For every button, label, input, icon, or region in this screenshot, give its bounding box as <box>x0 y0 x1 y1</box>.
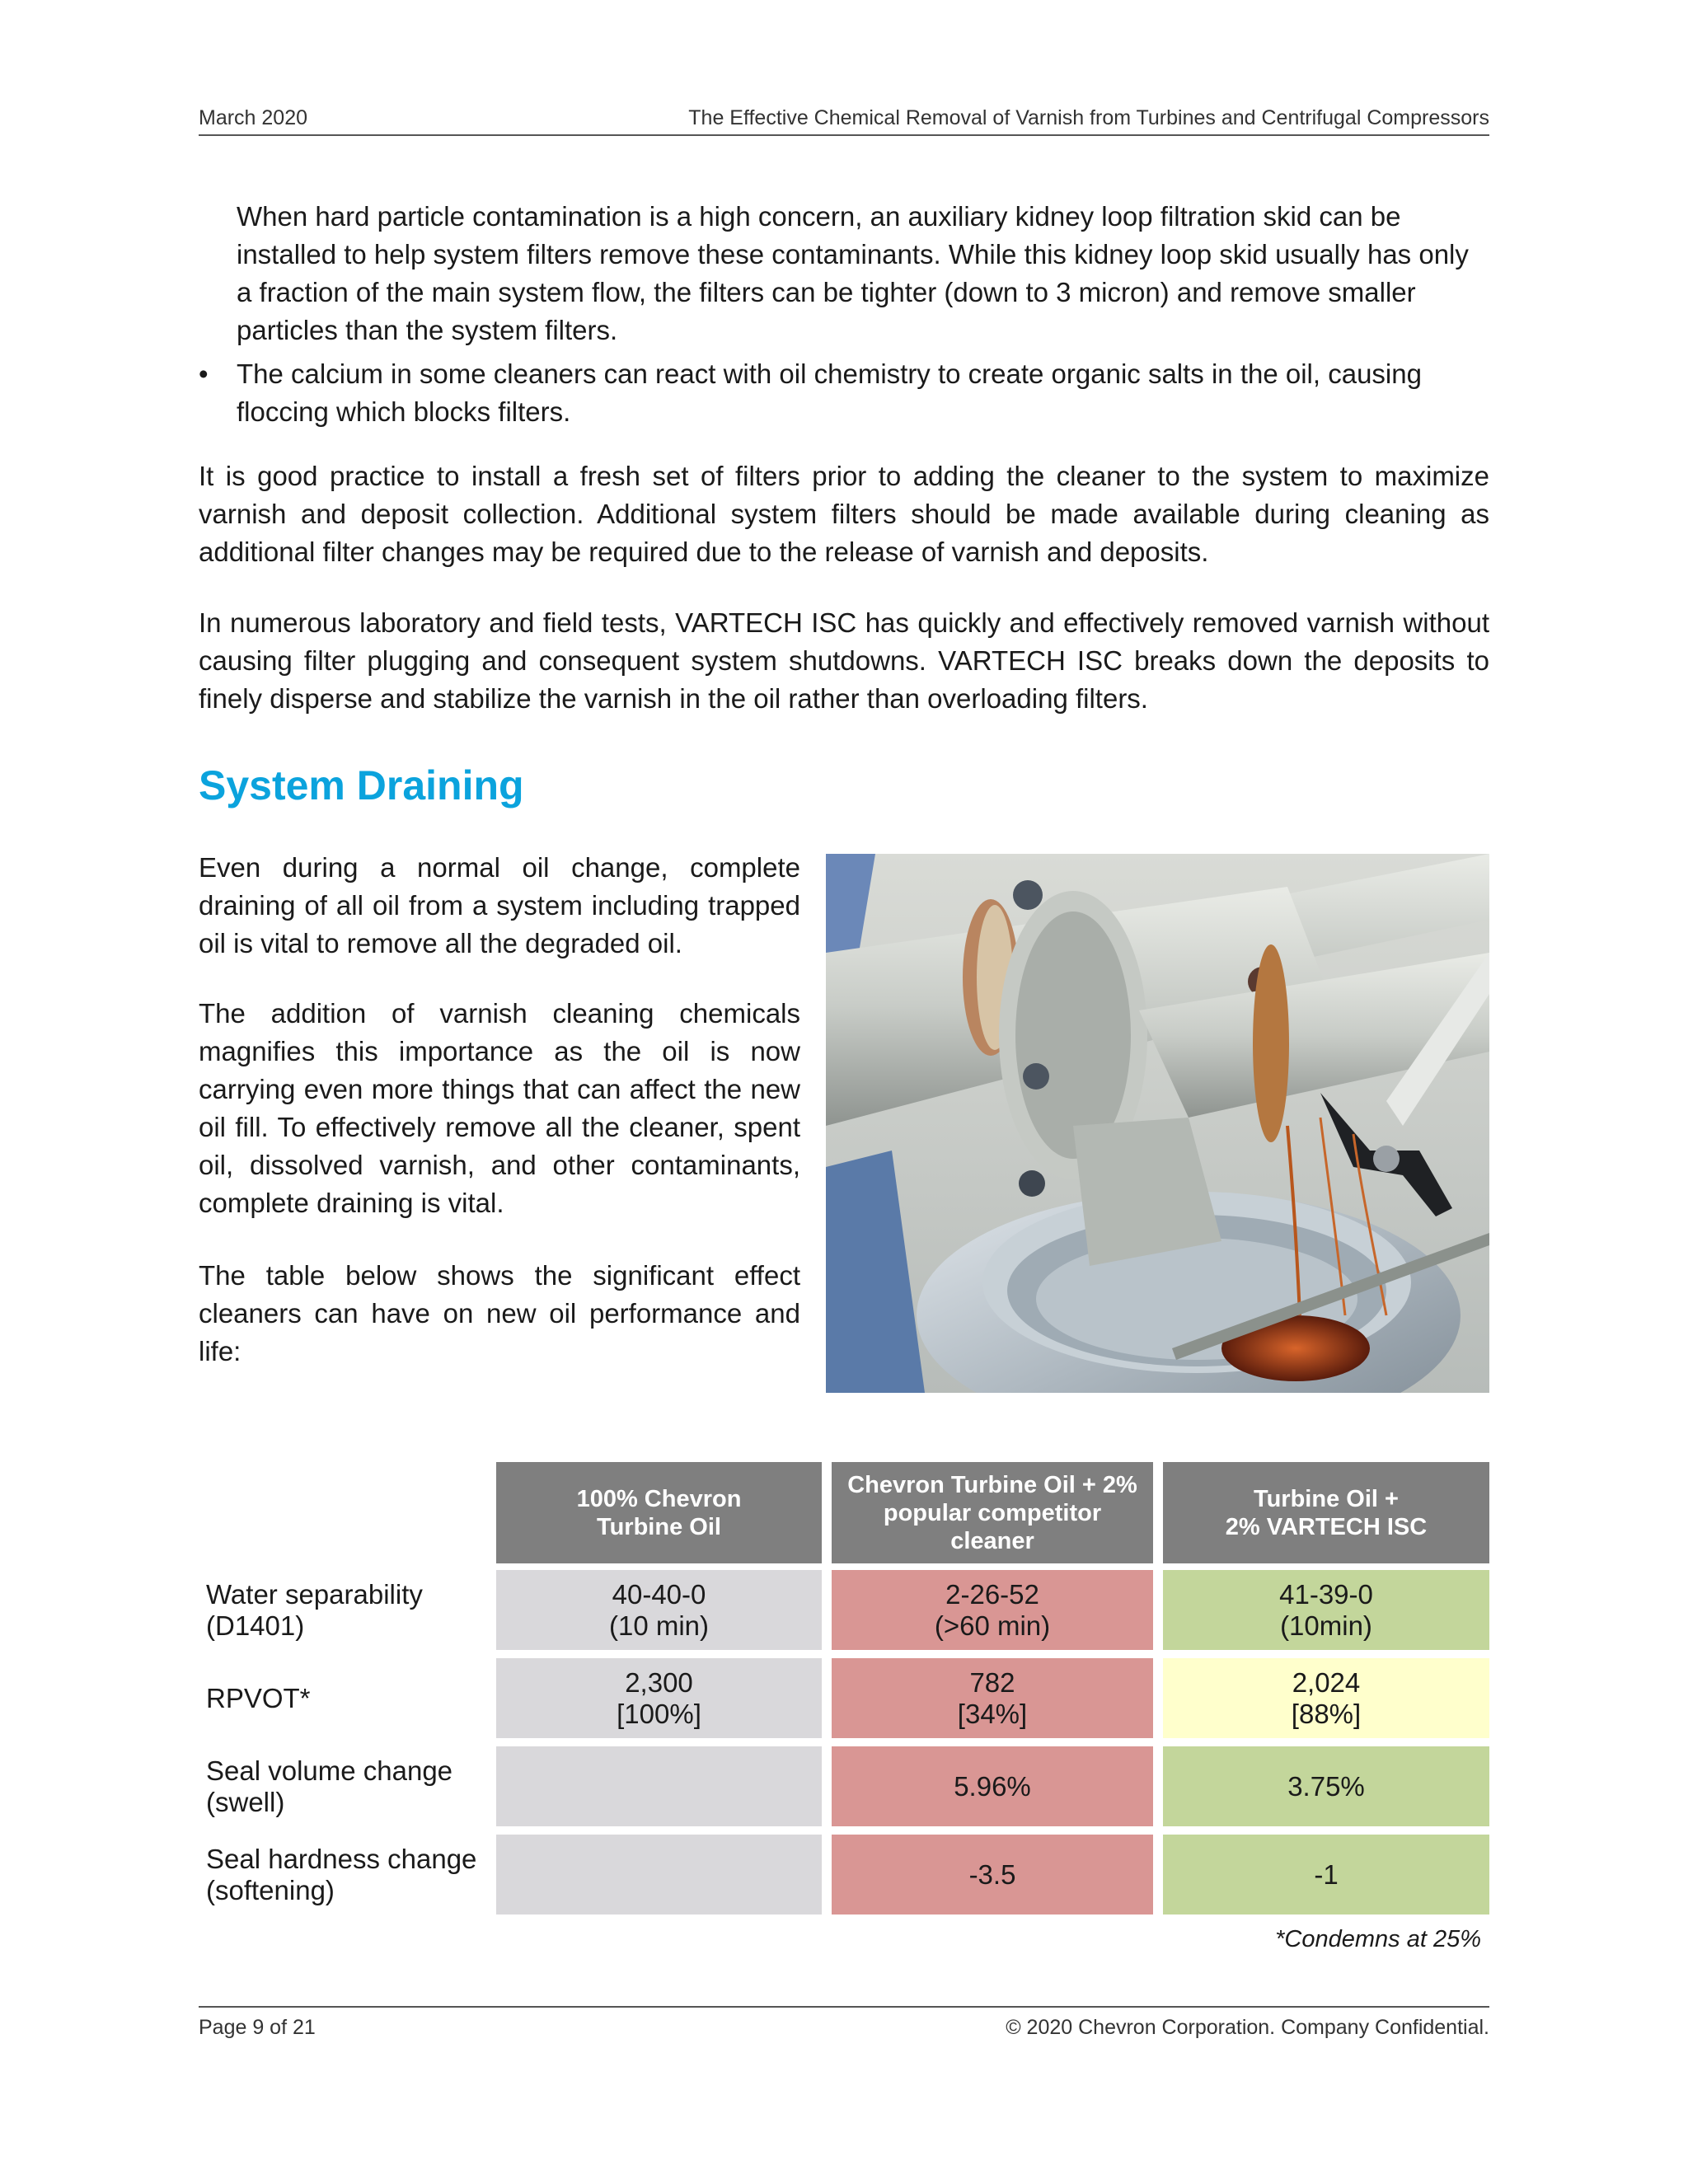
section-paragraph-1: Even during a normal oil change, complete draining of all oil from a system including trapped oil is vital to remove all the degraded oil. <box>199 852 800 958</box>
continuation-paragraph: When hard particle contamination is a high concern, an auxiliary kidney loop filtration skid can be installed to help system filters remove these contaminants. While this kidney loop skid usually has only a fraction of the main system flow, the filters can be tighter (down to 3 micron) and remove smaller particles than the system filters. <box>237 201 1469 345</box>
section-paragraph-3: The table below shows the significant effect cleaners can have on new oil performance and life: <box>199 1260 800 1366</box>
table-cell: -3.5 <box>832 1835 1153 1915</box>
table-cell: -1 <box>1163 1835 1489 1915</box>
footer-divider <box>199 2006 1489 2008</box>
header-document-title: The Effective Chemical Removal of Varnish from Turbines and Centrifugal Compressors <box>688 106 1489 129</box>
bullet-item <box>199 355 1489 431</box>
table-header-vartech: Turbine Oil + 2% VARTECH ISC <box>1163 1462 1489 1563</box>
table-cell: 2,024 [88%] <box>1163 1658 1489 1738</box>
table-cell: 41-39-0 (10min) <box>1163 1570 1489 1650</box>
oil-performance-table <box>199 1462 1489 1915</box>
page-number: Page 9 of 21 <box>199 2016 316 2039</box>
table-cell: 2,300 [100%] <box>496 1658 822 1738</box>
table-header-competitor: Chevron Turbine Oil + 2% popular competitor cleaner <box>832 1462 1153 1563</box>
header-divider <box>199 134 1489 136</box>
paragraph-filters: It is good practice to install a fresh set of filters prior to adding the cleaner to the system to maximize varnish and deposit collection. Additional system filters should be made available during cleaning as additional filter changes may be required due to the release of varnish and deposits. <box>199 461 1489 567</box>
table-cell <box>496 1835 822 1915</box>
row-label-seal-hardness: Seal hardness change (softening) <box>206 1843 477 1905</box>
table-cell <box>496 1746 822 1826</box>
bullet-text: The calcium in some cleaners can react with oil chemistry to create organic salts in the oil, causing floccing which blocks filters. <box>237 359 1422 427</box>
section-paragraph-2: The addition of varnish cleaning chemicals magnifies this importance as the oil is now carrying even more things that can affect the new oil fill. To effectively remove all the cleaner, spent oil, dissolved varnish, and other contaminants, complete draining is vital. <box>199 998 800 1218</box>
table-cell: 5.96% <box>832 1746 1153 1826</box>
copyright-notice: © 2020 Chevron Corporation. Company Confidential. <box>1006 2016 1489 2039</box>
oil-draining-photo <box>826 854 1489 1393</box>
table-footnote: *Condemns at 25% <box>1275 1926 1481 1952</box>
bullet-icon: • <box>199 359 209 389</box>
section-heading: System Draining <box>199 762 524 808</box>
row-label-water-separability: Water separability (D1401) <box>206 1578 423 1641</box>
table-cell: 2-26-52 (>60 min) <box>832 1570 1153 1650</box>
header-date: March 2020 <box>199 106 308 129</box>
table-header-chevron: 100% Chevron Turbine Oil <box>496 1462 822 1563</box>
row-label-rpvot: RPVOT* <box>206 1682 311 1713</box>
paragraph-vartech: In numerous laboratory and field tests, VARTECH ISC has quickly and effectively removed varnish without causing filter plugging and consequent system shutdowns. VARTECH ISC breaks down the deposits to finely disperse and stabilize the varnish in the oil rather than overloading filters. <box>199 607 1489 714</box>
table-cell: 782 [34%] <box>832 1658 1153 1738</box>
table-cell: 3.75% <box>1163 1746 1489 1826</box>
row-label-seal-volume: Seal volume change (swell) <box>206 1755 453 1817</box>
table-cell: 40-40-0 (10 min) <box>496 1570 822 1650</box>
